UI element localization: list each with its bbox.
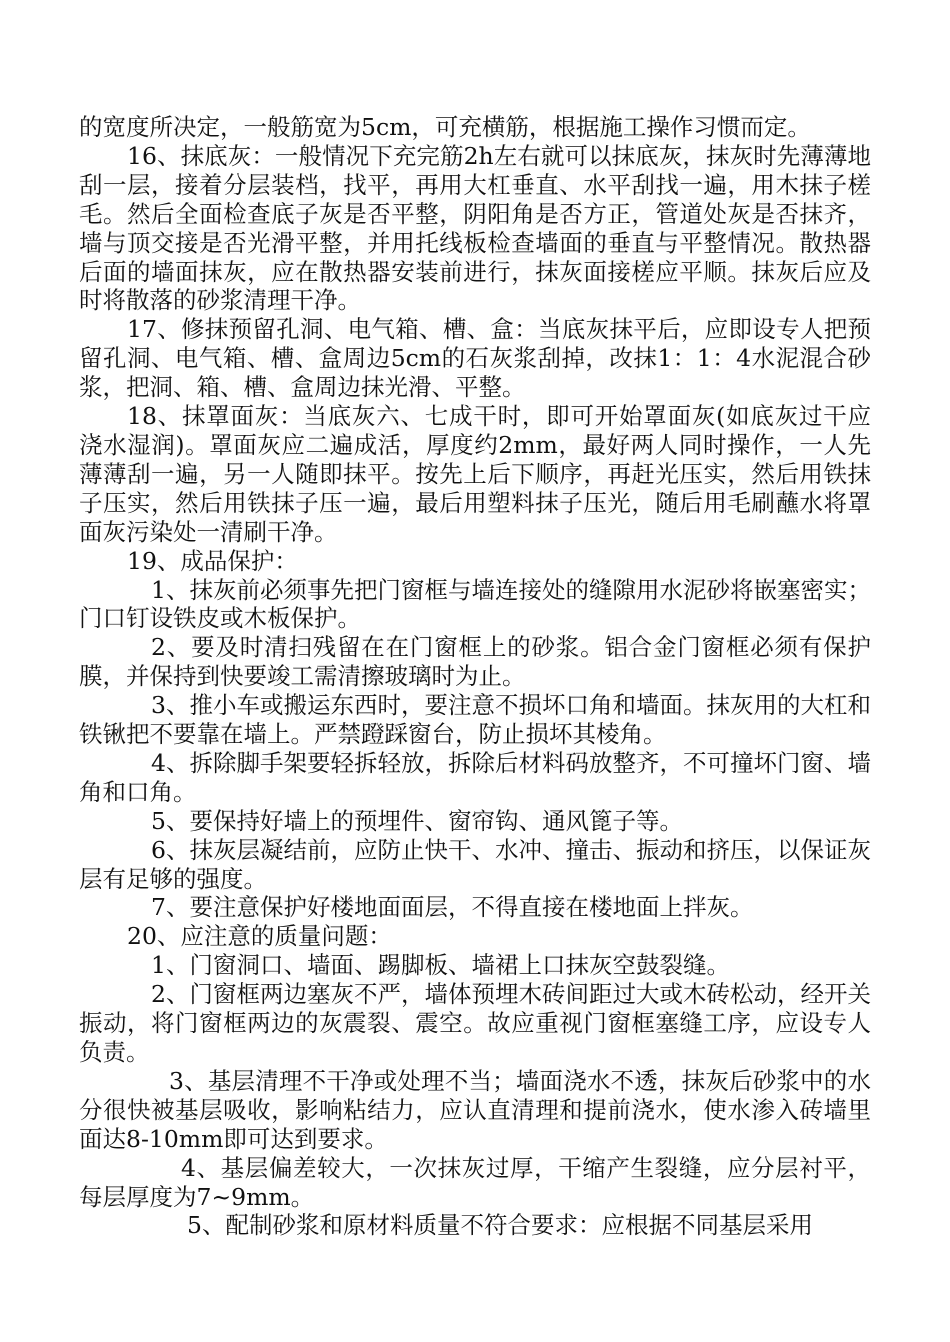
protection-item-6: 6、抹灰层凝结前，应防止快干、水冲、撞击、振动和挤压，以保证灰层有足够的强度。 [79,835,871,893]
quality-item-5: 5、配制砂浆和原材料质量不符合要求：应根据不同基层采用 [187,1211,813,1240]
paragraph-17-openings: 17、修抹预留孔洞、电气箱、槽、盒：当底灰抹平后，应即设专人把预留孔洞、电气箱、槽、盒周边5cm的石灰浆刮掉，改抹1：1：4水泥混合砂浆，把洞、箱、槽、盒周边抹光滑、平整。 [79,315,871,402]
quality-item-4: 4、基层偏差较大，一次抹灰过厚，干缩产生裂缝，应分层衬平，每层厚度为7~9mm。 [79,1153,871,1211]
heading-20-quality-issues: 20、应注意的质量问题： [127,922,392,951]
paragraph-18-finish-coat: 18、抹罩面灰：当底灰六、七成干时，即可开始罩面灰(如底灰过干应浇水湿润)。罩面灰应二遍成活，厚度约2mm，最好两人同时操作，一人先薄薄刮一遍，另一人随即抹平。按先上后下顺序，再赶光压实，然后用铁抹子压实，然后用铁抹子压一遍，最后用塑料抹子压光，随后用毛刷蘸水将罩面灰污染处一清刷干净。 [79,402,871,546]
document-page [79,113,871,1240]
protection-item-1: 1、抹灰前必须事先把门窗框与墙连接处的缝隙用水泥砂将嵌塞密实；门口钉设铁皮或木板保护。 [79,575,871,633]
heading-19-protection: 19、成品保护： [127,546,298,575]
protection-item-2: 2、要及时清扫残留在在门窗框上的砂浆。铝合金门窗框必须有保护膜，并保持到快要竣工需清擦玻璃时为止。 [79,633,871,691]
protection-item-3: 3、推小车或搬运东西时，要注意不损坏口角和墙面。抹灰用的大杠和铁锹把不要靠在墙上。严禁蹬踩窗台，防止损坏其棱角。 [79,691,871,749]
protection-item-5: 5、要保持好墙上的预埋件、窗帘钩、通风篦子等。 [151,806,683,835]
paragraph-16-base-coat: 16、抹底灰：一般情况下充完筋2h左右就可以抹底灰，抹灰时先薄薄地刮一层，接着分层装档，找平，再用大杠垂直、水平刮找一遍，用木抹子槎毛。然后全面检查底子灰是否平整，阴阳角是否方正，管道处灰是否抹齐，墙与顶交接是否光滑平整，并用托线板检查墙面的垂直与平整情况。散热器后面的墙面抹灰，应在散热器安装前进行，抹灰面接槎应平顺。抹灰后应及时将散落的砂浆清理干净。 [79,141,871,315]
quality-item-1: 1、门窗洞口、墙面、踢脚板、墙裙上口抹灰空鼓裂缝。 [151,951,730,980]
quality-item-2: 2、门窗框两边塞灰不严，墙体预埋木砖间距过大或木砖松动，经开关振动，将门窗框两边的灰震裂、震空。故应重视门窗框塞缝工序，应设专人负责。 [79,980,871,1066]
quality-item-3: 3、基层清理不干净或处理不当；墙面浇水不透，抹灰后砂浆中的水分很快被基层吸收，影响粘结力，应认直清理和提前浇水，使水渗入砖墙里面达8-10mm即可达到要求。 [79,1066,871,1153]
protection-item-4: 4、拆除脚手架要轻拆轻放，拆除后材料码放整齐，不可撞坏门窗、墙角和口角。 [79,748,871,806]
paragraph-continuation: 的宽度所决定，一般筋宽为5cm，可充横筋，根据施工操作习惯而定。 [79,113,811,141]
protection-item-7: 7、要注意保护好楼地面面层，不得直接在楼地面上拌灰。 [151,893,754,922]
